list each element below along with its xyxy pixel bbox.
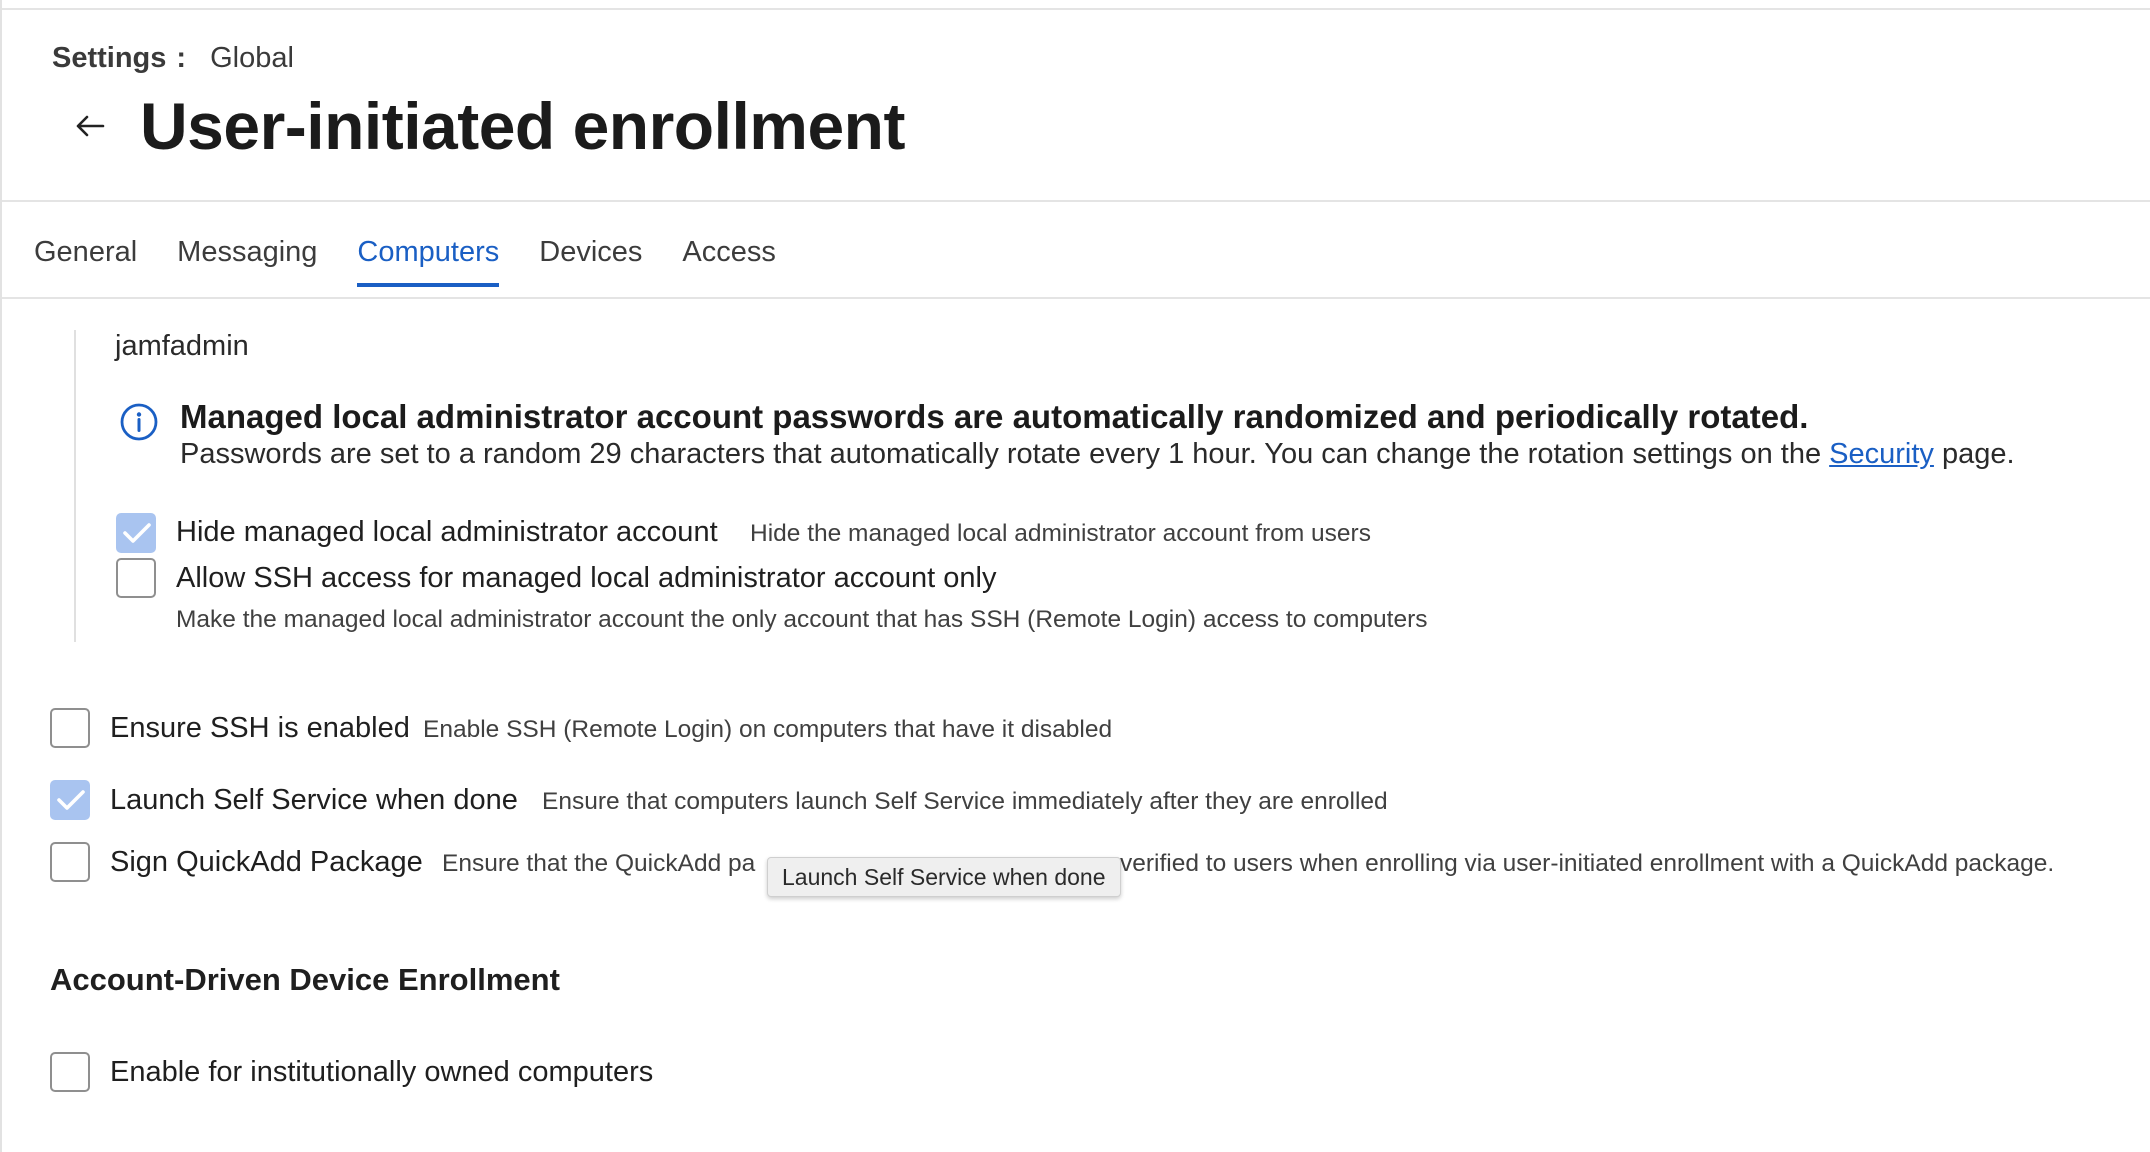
tab-messaging[interactable]: Messaging [177, 236, 318, 268]
breadcrumb-scope: Global [210, 42, 294, 74]
password-notice-suffix: page. [1933, 438, 2015, 470]
security-link[interactable]: Security [1829, 438, 1934, 470]
checkmark-icon [56, 788, 86, 812]
password-notice-body [180, 438, 2015, 471]
tab-access[interactable]: Access [682, 236, 776, 268]
hide-account-label[interactable]: Hide managed local administrator account [176, 516, 718, 548]
tab-bar [34, 236, 816, 285]
arrow-left-icon [75, 114, 105, 138]
launch-self-service-description: Ensure that computers launch Self Service immediately after they are enrolled [542, 788, 1388, 815]
tab-devices[interactable]: Devices [539, 236, 643, 268]
header-divider [2, 200, 2150, 202]
tab-general[interactable]: General [34, 236, 138, 268]
launch-self-service-checkbox[interactable] [50, 780, 90, 820]
account-driven-section-title: Account-Driven Device Enrollment [50, 962, 560, 997]
breadcrumb-settings[interactable]: Settings [52, 42, 167, 74]
ssh-only-label[interactable]: Allow SSH access for managed local administrator account only [176, 562, 997, 594]
hide-account-description: Hide the managed local administrator account from users [750, 520, 1371, 547]
ssh-only-description: Make the managed local administrator account the only account that has SSH (Remote Login) access to computers [176, 606, 1428, 633]
sign-quickadd-description-start: Ensure that the QuickAdd pa [442, 850, 756, 877]
section-indent-line [74, 330, 76, 642]
ensure-ssh-checkbox[interactable] [50, 708, 90, 748]
info-icon [119, 402, 159, 442]
breadcrumb-separator: : [176, 42, 187, 74]
sign-quickadd-description-end: verified to users when enrolling via user-initiated enrollment with a QuickAdd package. [1120, 850, 2055, 877]
ensure-ssh-label[interactable]: Ensure SSH is enabled [110, 712, 410, 744]
password-notice-title: Managed local administrator account passwords are automatically randomized and periodically rotated. [180, 398, 1809, 435]
sign-quickadd-label[interactable]: Sign QuickAdd Package [110, 846, 423, 878]
top-divider [2, 8, 2150, 10]
launch-self-service-label[interactable]: Launch Self Service when done [110, 784, 518, 816]
breadcrumb [52, 42, 294, 75]
managed-account-username: jamfadmin [115, 330, 249, 362]
page-title: User-initiated enrollment [140, 89, 905, 163]
tab-computers[interactable]: Computers [357, 236, 499, 285]
institutional-checkbox[interactable] [50, 1052, 90, 1092]
tooltip: Launch Self Service when done [767, 857, 1121, 897]
ssh-only-checkbox[interactable] [116, 558, 156, 598]
institutional-label[interactable]: Enable for institutionally owned computers [110, 1056, 654, 1088]
sign-quickadd-checkbox[interactable] [50, 842, 90, 882]
ensure-ssh-description: Enable SSH (Remote Login) on computers that have it disabled [423, 716, 1113, 743]
checkmark-icon [122, 521, 152, 545]
tabs-divider [2, 297, 2150, 299]
back-button[interactable] [68, 104, 112, 148]
password-notice-text: Passwords are set to a random 29 characters that automatically rotate every 1 hour. You can change the rotation settings on the [180, 438, 1830, 470]
hide-account-checkbox[interactable] [116, 513, 156, 553]
